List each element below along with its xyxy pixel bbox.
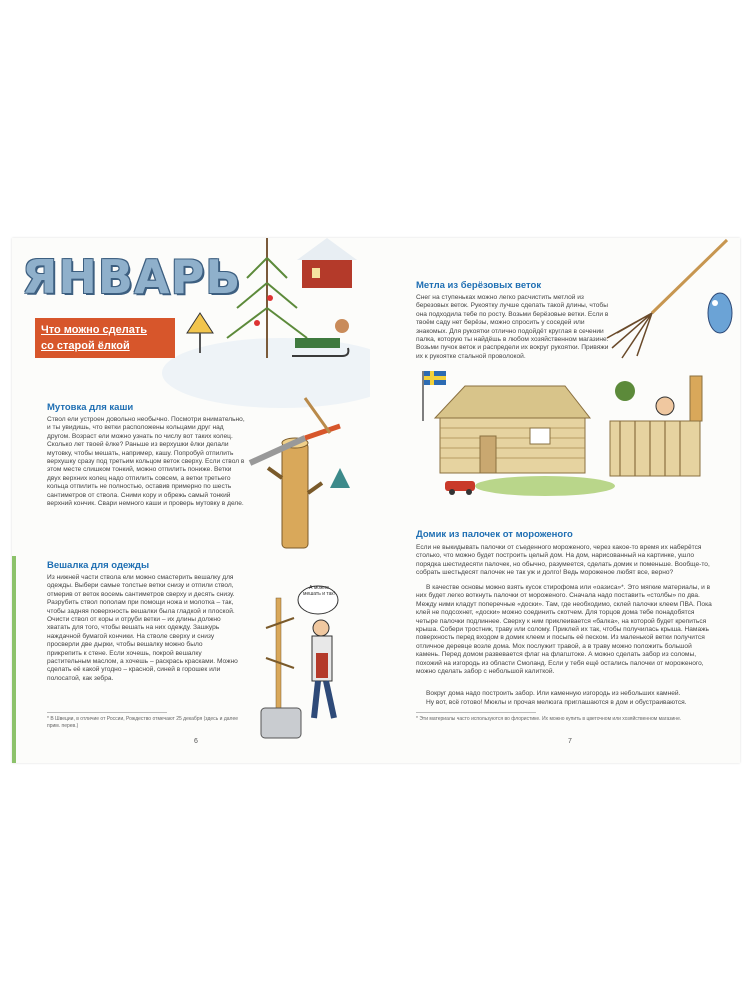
section-title-broom: Метла из берёзовых веток xyxy=(416,280,542,291)
whisk-illustration xyxy=(250,398,360,548)
speech-bubble: А можно мешать и так! xyxy=(303,585,335,597)
book-spread xyxy=(12,238,740,763)
hanger-illustration xyxy=(246,578,366,748)
section-text-popsicle-p4: Ну вот, всё готово! Мюклы и прочая мелюзга приглашаются в дом и обустраиваются. xyxy=(426,699,687,706)
section-text-broom: Снег на ступеньках можно легко расчистить метлой из березовых веток. Рукоятку лучше сделать такой длины, чтобы она подходила тебе по росту. Возьми берёзовые ветки. Если в твоём саду нет берёзы, можно спросить у соседей или знакомых. Для рукоятки отлично подойдёт круглая в сечении палка, которую ты найдёшь в любом хозяйственном магазине. Возьми пучок веток и распредели их вокруг рукоятки. Привяжи их к рукоятке стальной проволокой. xyxy=(416,294,609,360)
house-illustration xyxy=(415,366,725,506)
section-text-popsicle-p3: Вокруг дома надо построить забор. Или каменную изгородь из небольших камней. xyxy=(426,690,681,697)
page-edge-decoration xyxy=(12,556,16,763)
section-text-popsicle-p1: Если не выкидывать палочки от съеденного мороженого, через какое-то время их наберётся столько, что можно будет построить целый дом. На дом, нарисованный на картинке, ушло порядка шестидесяти палочек, но обычно, разумеется, сделать домик и поменьше. Вообще-то, собрать шестьдесят палочек не так уж и долго! Ведь мороженое любят все, верно? xyxy=(416,544,710,577)
section-title-hanger: Вешалка для одежды xyxy=(47,560,150,571)
right-page xyxy=(370,238,740,763)
left-page xyxy=(12,238,371,763)
page-number-right: 7 xyxy=(568,738,572,745)
chapter-label-line2: со старой ёлкой xyxy=(41,340,130,352)
section-title-popsicle-house: Домик из палочек от мороженого xyxy=(416,529,573,540)
page-number-left: 6 xyxy=(194,738,198,745)
chapter-label xyxy=(35,318,175,358)
footnote-divider xyxy=(47,712,167,713)
footnote-left: * В Швеции, в отличие от России, Рождество отмечают 25 декабря (здесь и далее прим. перев.) xyxy=(47,716,239,729)
section-text-popsicle-p2: В качестве основы можно взять кусок стирофома или «оазиса»*. Это мягкие материалы, и в них будет легко воткнуть палочки от мороженого. Сначала надо поставить «столбы» по два. Между ними кладут поперечные «доски». Там, где необходимо, склей палочки клеем ПВА. Пока клей не подсохнет, «доски» можно соединить скотчем. Для торцов дома тебе понадобятся четыре палочки подлиннее. Сверху к ним приклеивается «балка», на которой будет крепиться крыша. Собери тростник, траву или солому. Приклей их так, чтобы получилась крыша. Намажь поверхность перед входом в домик клеем и посыпь её песком. Из маленькой ветки получится отличное деревце возле дома. Мох послужит травой, а в траву можно положить большой камень. Перед домом развевается флаг на флагштоке. А можно сделать забор из соломы, похожий на изгородь из области Смоланд. Если у тебя ещё остались палочки от мороженого, можно сделать забор с небольшой калиткой. xyxy=(416,584,712,676)
section-title-whisk: Мутовка для каши xyxy=(47,402,134,413)
section-text-whisk: Ствол ели устроен довольно необычно. Посмотри внимательно, и ты увидишь, что ветки расположены кольцами друг над другом. Возраст ели можно узнать по числу вот таких колец. Сколько лет твоей ёлке? Раньше из верхушки ёлки делали мутовку, чтобы мешать, например, кашу. Попробуй отпилить верхушку сразу под третьим кольцом веток сверху. Если ствол в этом месте слишком тонкий, можно отпилить пониже. Ветки двух верхних колец надо отпилить совсем, а ветки третьего кольца отпилить не полностью, оставив примерно по шесть сантиметров от ствола. Сними кору и обрежь самый тонкий верхний кончик. Свари немного каши и проверь мутовку в деле. xyxy=(47,416,245,508)
chapter-label-line1: Что можно сделать xyxy=(41,324,148,336)
footnote-right: * Эти материалы часто используются во флористике. Их можно купить в цветочном или хозяйственном магазине. xyxy=(416,716,682,722)
footnote-divider xyxy=(416,712,536,713)
month-title: ЯНВАРЬ xyxy=(22,250,242,304)
broom-illustration xyxy=(602,238,732,348)
section-text-hanger: Из нижней части ствола ели можно смастерить вешалку для одежды. Выбери самые толстые ветки снизу и отпили ствол, отмерив от веток восемь сантиметров сверху и десять снизу. Разрубить ствол пополам при помощи ножа и молотка – так, чтобы задняя поверхность вешалки была гладкой и плоской. Очисти ствол от коры и отруби ветки – их длины должно хватать для того, чтобы вешать на них одежду. Зашкурь наждачной бумагой кончики. На стволе сверху и снизу просверли две дырки, чтобы вешалку можно было прикрепить к стене. Если хочешь, покрой вешалку растительным маслом, а хочешь – раскрась красками. Можно сделать её какой угодно – красной, синей в горошек или полосатой, как зебра. xyxy=(47,574,238,682)
